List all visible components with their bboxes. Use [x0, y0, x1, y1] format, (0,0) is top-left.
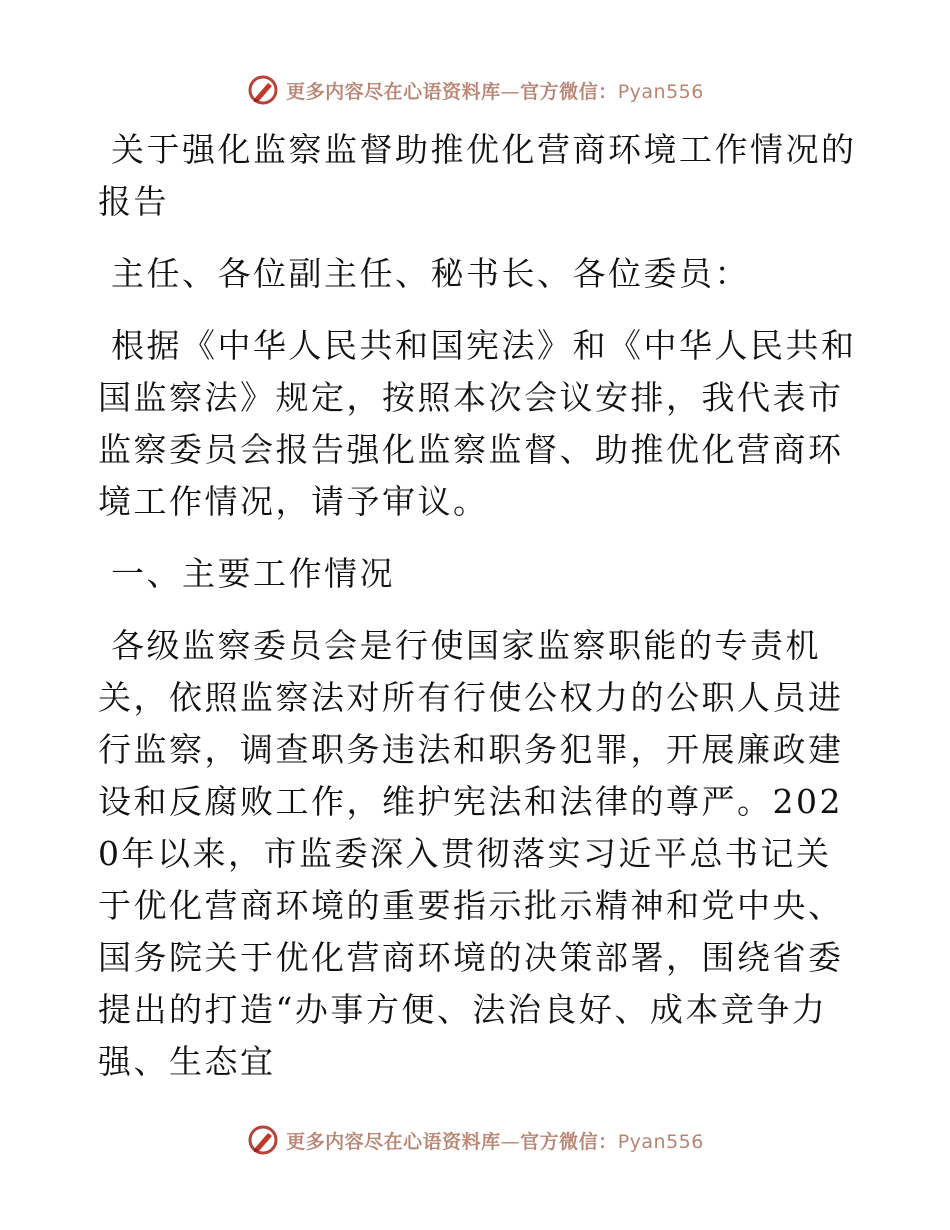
- watermark-label: 官方微信：: [520, 1130, 618, 1153]
- paragraph-main: 各级监察委员会是行使国家监察职能的专责机关，依照监察法对所有行使公权力的公职人员进行监察，调查职务违法和职务犯罪，开展廉政建设和反腐败工作，维护宪法和法律的尊严。2020年以来，市监委深入贯彻落实习近平总书记关于优化营商环境的重要指示批示精神和党中央、国务院关于优化营商环境的决策部署，围绕省委提出的打造“办事方便、法治良好、成本竞争力强、生态宜: [98, 626, 844, 1081]
- watermark-label: 官方微信：: [520, 80, 618, 103]
- watermark-brand: 更多内容尽在心语资料库: [286, 1130, 501, 1153]
- footer-watermark: [0, 1120, 950, 1160]
- watermark-separator: —: [500, 1130, 521, 1153]
- watermark-wechat-id: Pyan556: [617, 1130, 704, 1153]
- salutation: 主任、各位副主任、秘书长、各位委员：: [98, 254, 750, 293]
- watermark-text: [286, 1127, 704, 1154]
- paragraph-intro: 根据《中华人民共和国宪法》和《中华人民共和国监察法》规定，按照本次会议安排，我代表市监察委员会报告强化监察监督、助推优化营商环境工作情况，请予审议。: [98, 326, 857, 521]
- watermark-separator: —: [500, 80, 521, 103]
- header-watermark: [0, 70, 950, 110]
- watermark-text: [286, 77, 704, 104]
- document-title: 关于强化监察监督助推优化营商环境工作情况的报告: [98, 130, 857, 221]
- pen-circle-icon: [246, 73, 280, 107]
- document-body: [98, 124, 858, 1088]
- section-heading: 一、主要工作情况: [98, 554, 395, 593]
- watermark-wechat-id: Pyan556: [617, 80, 704, 103]
- pen-circle-icon: [246, 1123, 280, 1157]
- watermark-brand: 更多内容尽在心语资料库: [286, 80, 501, 103]
